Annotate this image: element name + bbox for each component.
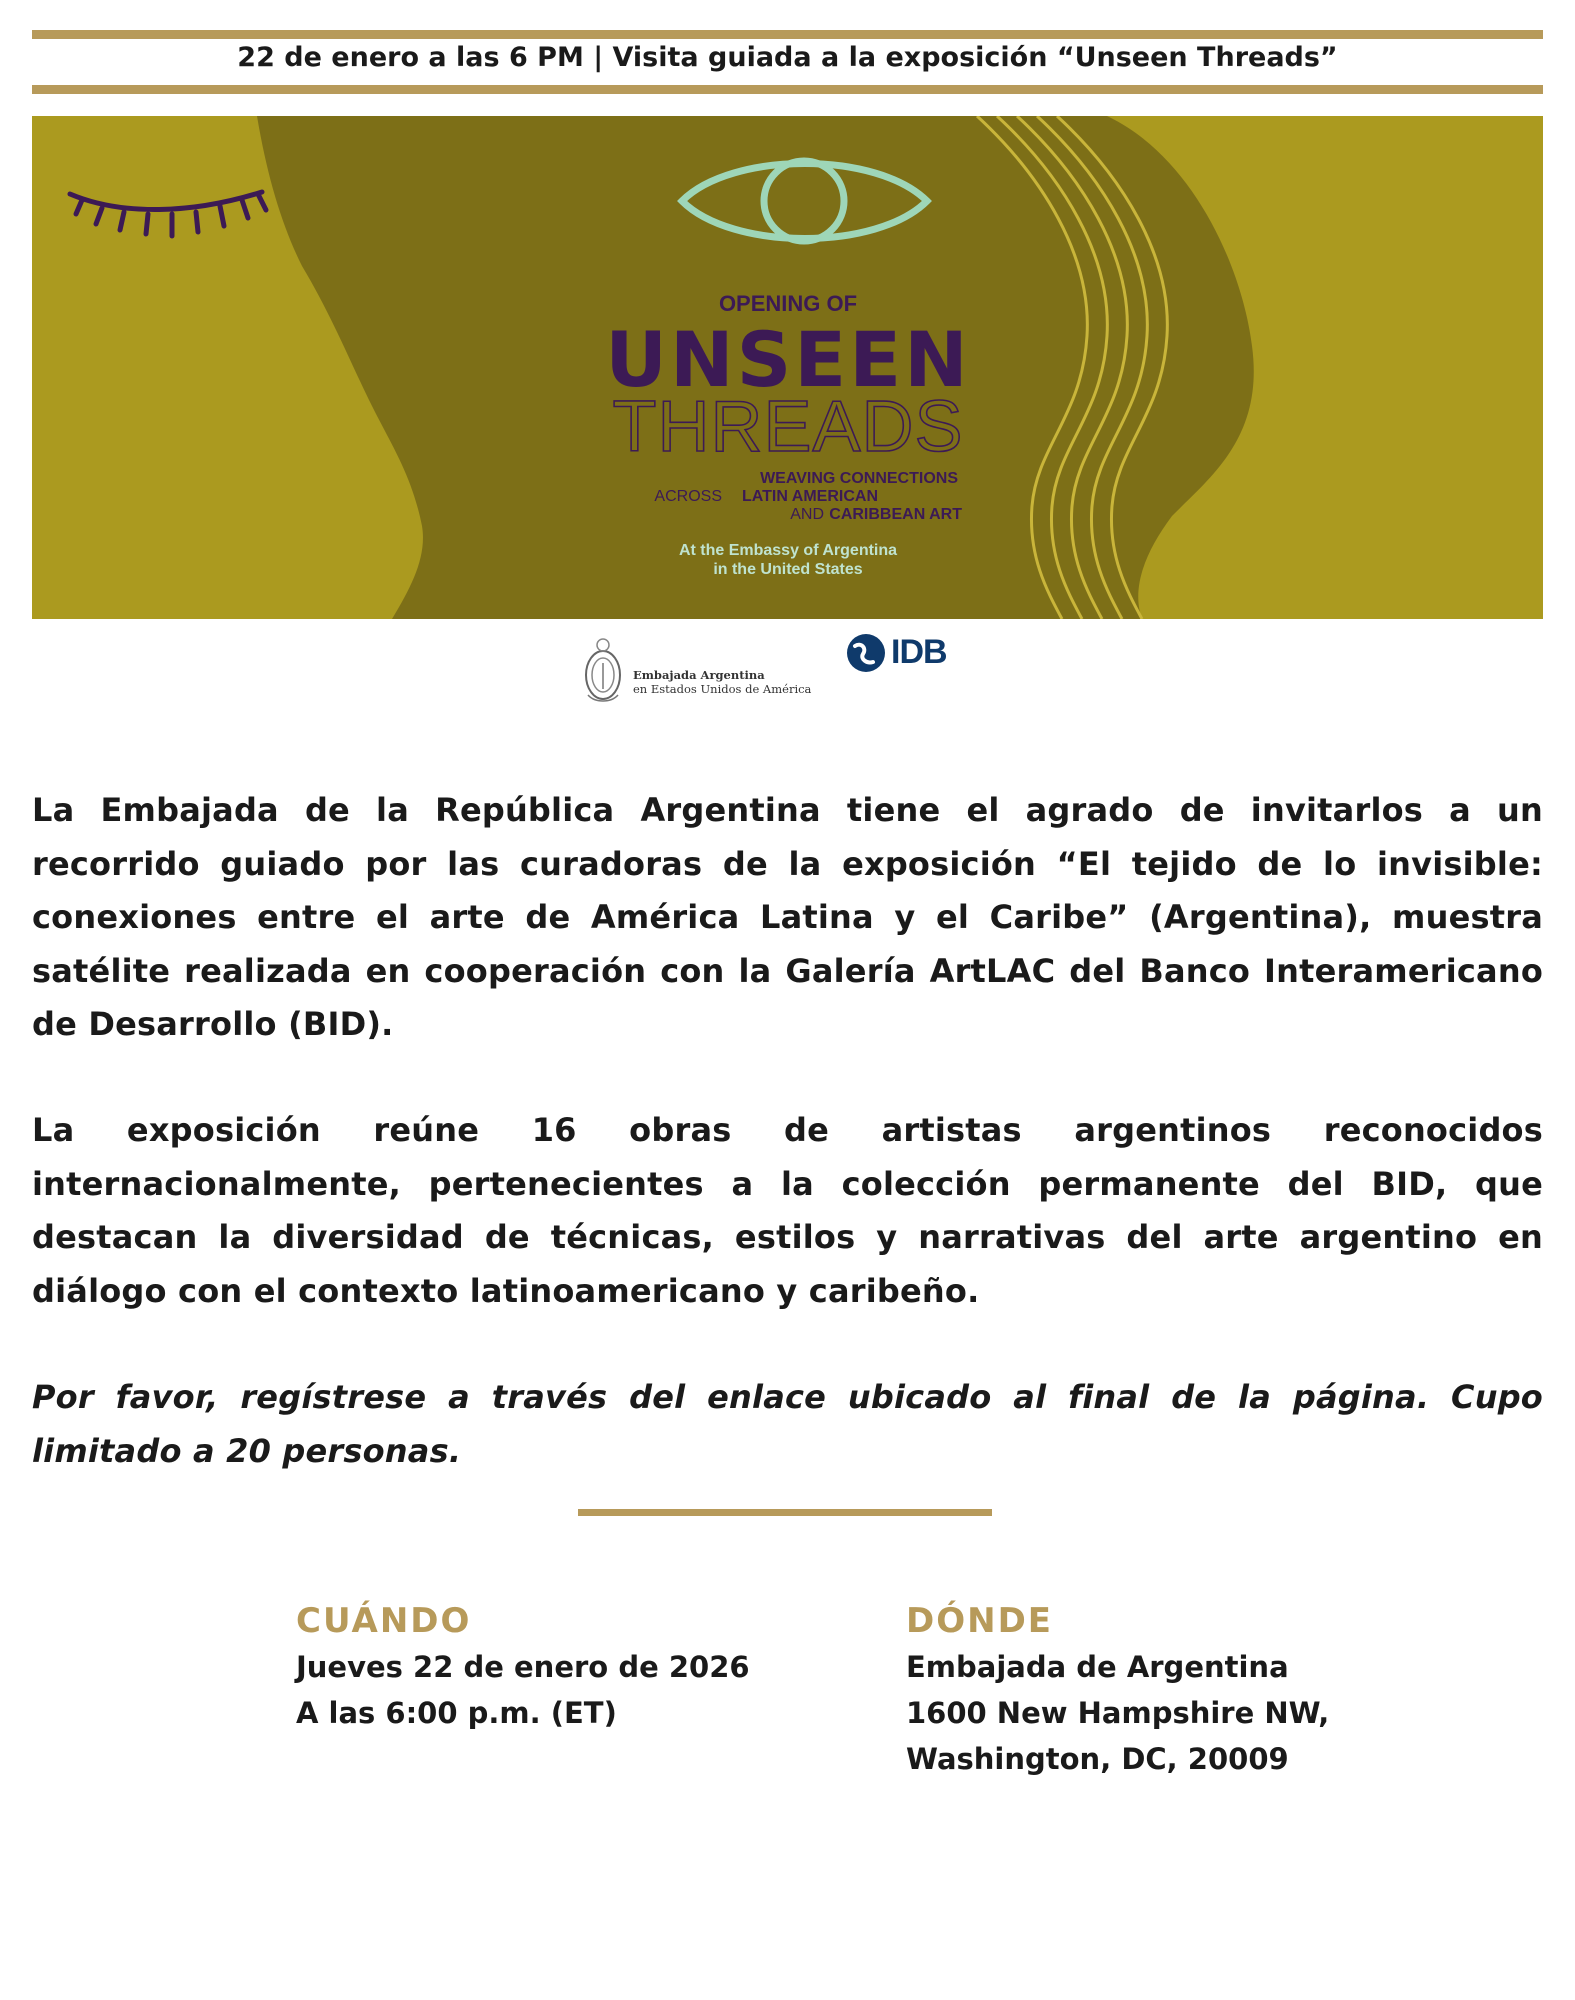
banner-opening-text: OPENING OF xyxy=(718,291,858,316)
exhibition-banner xyxy=(32,116,1543,619)
when-section xyxy=(296,1598,816,1736)
embassy-logo-text xyxy=(633,668,811,696)
idb-globe-icon xyxy=(845,632,887,674)
venue-street: 1600 New Hampshire NW, xyxy=(906,1696,1330,1730)
idb-logo-text: IDB xyxy=(891,633,947,671)
exhibition-description: La exposición reúne 16 obras de artistas argentinos reconocidos internacionalmente, pertenecientes a la colección permanente del BID, que destacan la diversidad de técnicas, estilos y narrativas del arte argentino en diálogo con el contexto latinoamericano y caribeño. xyxy=(32,1111,1543,1310)
where-section xyxy=(906,1598,1426,1782)
idb-logo xyxy=(845,630,965,680)
event-time: A las 6:00 p.m. (ET) xyxy=(296,1696,617,1730)
header-bottom-rule xyxy=(32,85,1543,94)
venue-name: Embajada de Argentina xyxy=(906,1650,1289,1684)
page-title: 22 de enero a las 6 PM | Visita guiada a la exposición “Unseen Threads” xyxy=(237,42,1338,73)
when-heading: CUÁNDO xyxy=(296,1601,472,1641)
banner-title-threads: THREADS xyxy=(612,387,964,467)
banner-venue-2: in the United States xyxy=(713,561,863,578)
banner-venue-1: At the Embassy of Argentina xyxy=(678,542,898,559)
embassy-logo-line1: Embajada Argentina xyxy=(633,668,765,682)
argentina-seal-icon xyxy=(580,635,626,707)
sponsor-logos xyxy=(575,625,995,705)
invitation-paragraph: La Embajada de la República Argentina tiene el agrado de invitarlos a un recorrido guiado por las curadoras de la exposición “El tejido de lo invisible: conexiones entre el arte de América Latina y el Caribe” (Argentina), muestra satélite realizada en cooperación con la Galería ArtLAC del Banco Interamericano de Desarrollo (BID). xyxy=(32,791,1543,1043)
banner-subtitle-2-bold: LATIN AMERICAN xyxy=(742,488,878,505)
venue-city: Washington, DC, 20009 xyxy=(906,1742,1289,1776)
banner-subtitle-3-bold: CARIBBEAN ART xyxy=(829,506,962,523)
banner-artwork xyxy=(32,116,1543,619)
top-rule xyxy=(32,30,1543,39)
registration-note: Por favor, regístrese a través del enlace ubicado al final de la página. Cupo limitado a 20 personas. xyxy=(32,1378,1543,1470)
banner-subtitle-1: WEAVING CONNECTIONS xyxy=(760,470,958,487)
section-divider xyxy=(578,1509,992,1516)
banner-subtitle-2-light: ACROSS xyxy=(654,488,722,505)
banner-subtitle-3-light: AND xyxy=(790,506,824,523)
where-heading: DÓNDE xyxy=(906,1601,1054,1641)
embassy-logo-line2: en Estados Unidos de América xyxy=(633,682,812,696)
embassy-logo xyxy=(575,635,855,705)
event-date: Jueves 22 de enero de 2026 xyxy=(296,1650,750,1684)
banner-title-unseen: UNSEEN xyxy=(605,315,971,404)
